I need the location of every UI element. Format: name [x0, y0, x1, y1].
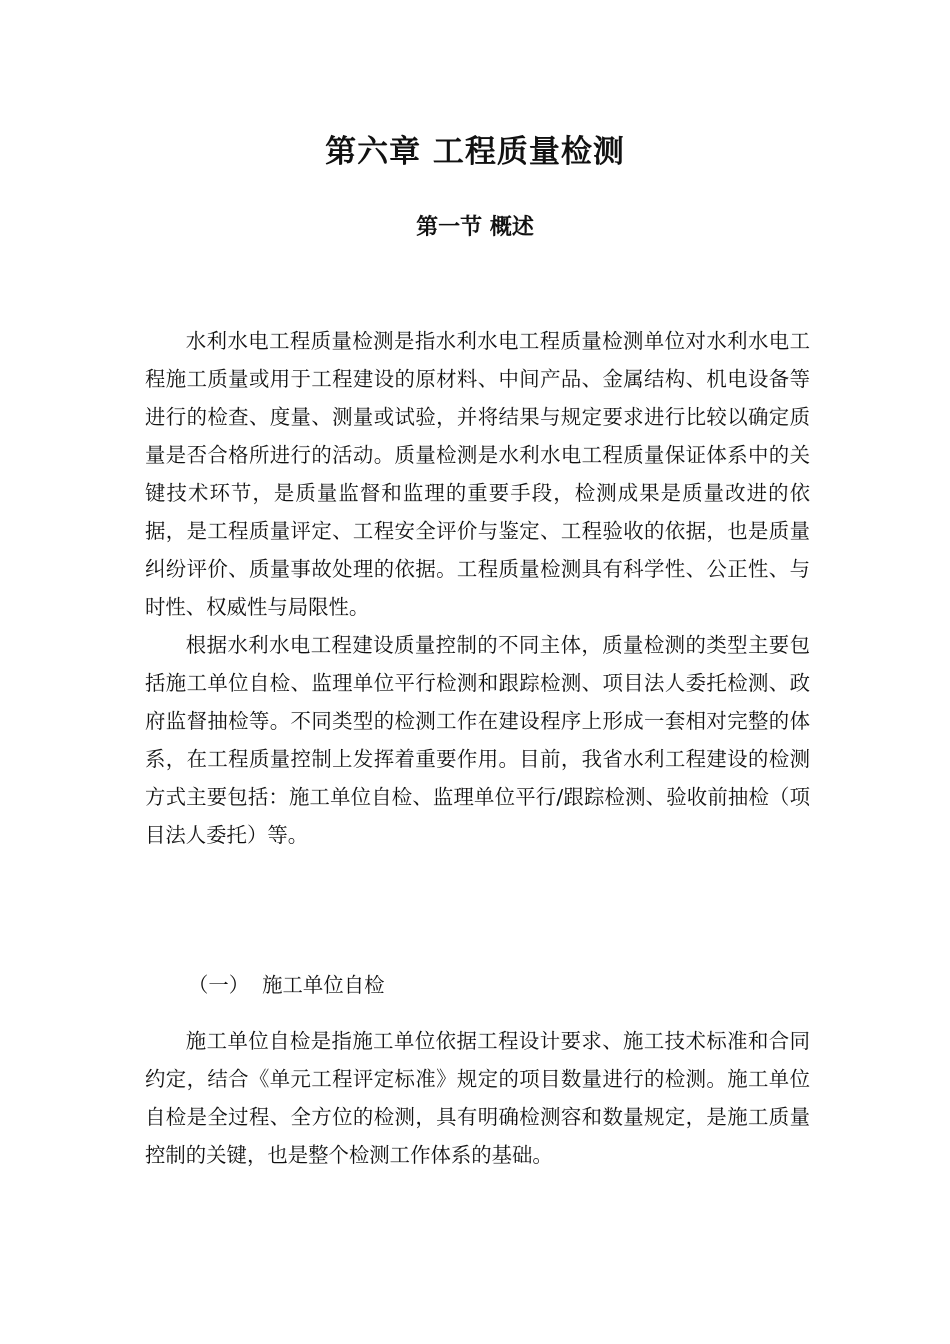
section-title: 第一节 概述 [416, 215, 534, 240]
contractor-self-inspection-body [145, 1022, 810, 1174]
paragraph-definition: 水利水电工程质量检测是指水利水电工程质量检测单位对水利水电工程施工质量或用于工程建设的原材料、中间产品、金属结构、机电设备等进行的检查、度量、测量或试验，并将结果与规定要求进行比较以确定质量是否合格所进行的活动。质量检测是水利水电工程质量保证体系中的关键技术环节，是质量监督和监理的重要手段，检测成果是质量改进的依据，是工程质量评定、工程安全评价与鉴定、工程验收的依据，也是质量纠纷评价、质量事故处理的依据。工程质量检测具有科学性、公正性、与时性、权威性与局限性。 [145, 329, 810, 619]
chapter-title: 第六章 工程质量检测 [325, 134, 625, 170]
overview-body [145, 322, 810, 854]
paragraph-inspection-types: 根据水利水电工程建设质量控制的不同主体，质量检测的类型主要包括施工单位自检、监理单位平行检测和跟踪检测、项目法人委托检测、政府监督抽检等。不同类型的检测工作在建设程序上形成一套相对完整的体系，在工程质量控制上发挥着重要作用。目前，我省水利工程建设的检测方式主要包括：施工单位自检、监理单位平行/跟踪检测、验收前抽检（项目法人委托）等。 [145, 633, 810, 847]
subheading-contractor-self-inspection: （一） 施工单位自检 [188, 973, 385, 997]
paragraph-self-inspection: 施工单位自检是指施工单位依据工程设计要求、施工技术标准和合同约定，结合《单元工程评定标准》规定的项目数量进行的检测。施工单位自检是全过程、全方位的检测，具有明确检测容和数量规定，是施工质量控制的关键，也是整个检测工作体系的基础。 [145, 1029, 810, 1167]
